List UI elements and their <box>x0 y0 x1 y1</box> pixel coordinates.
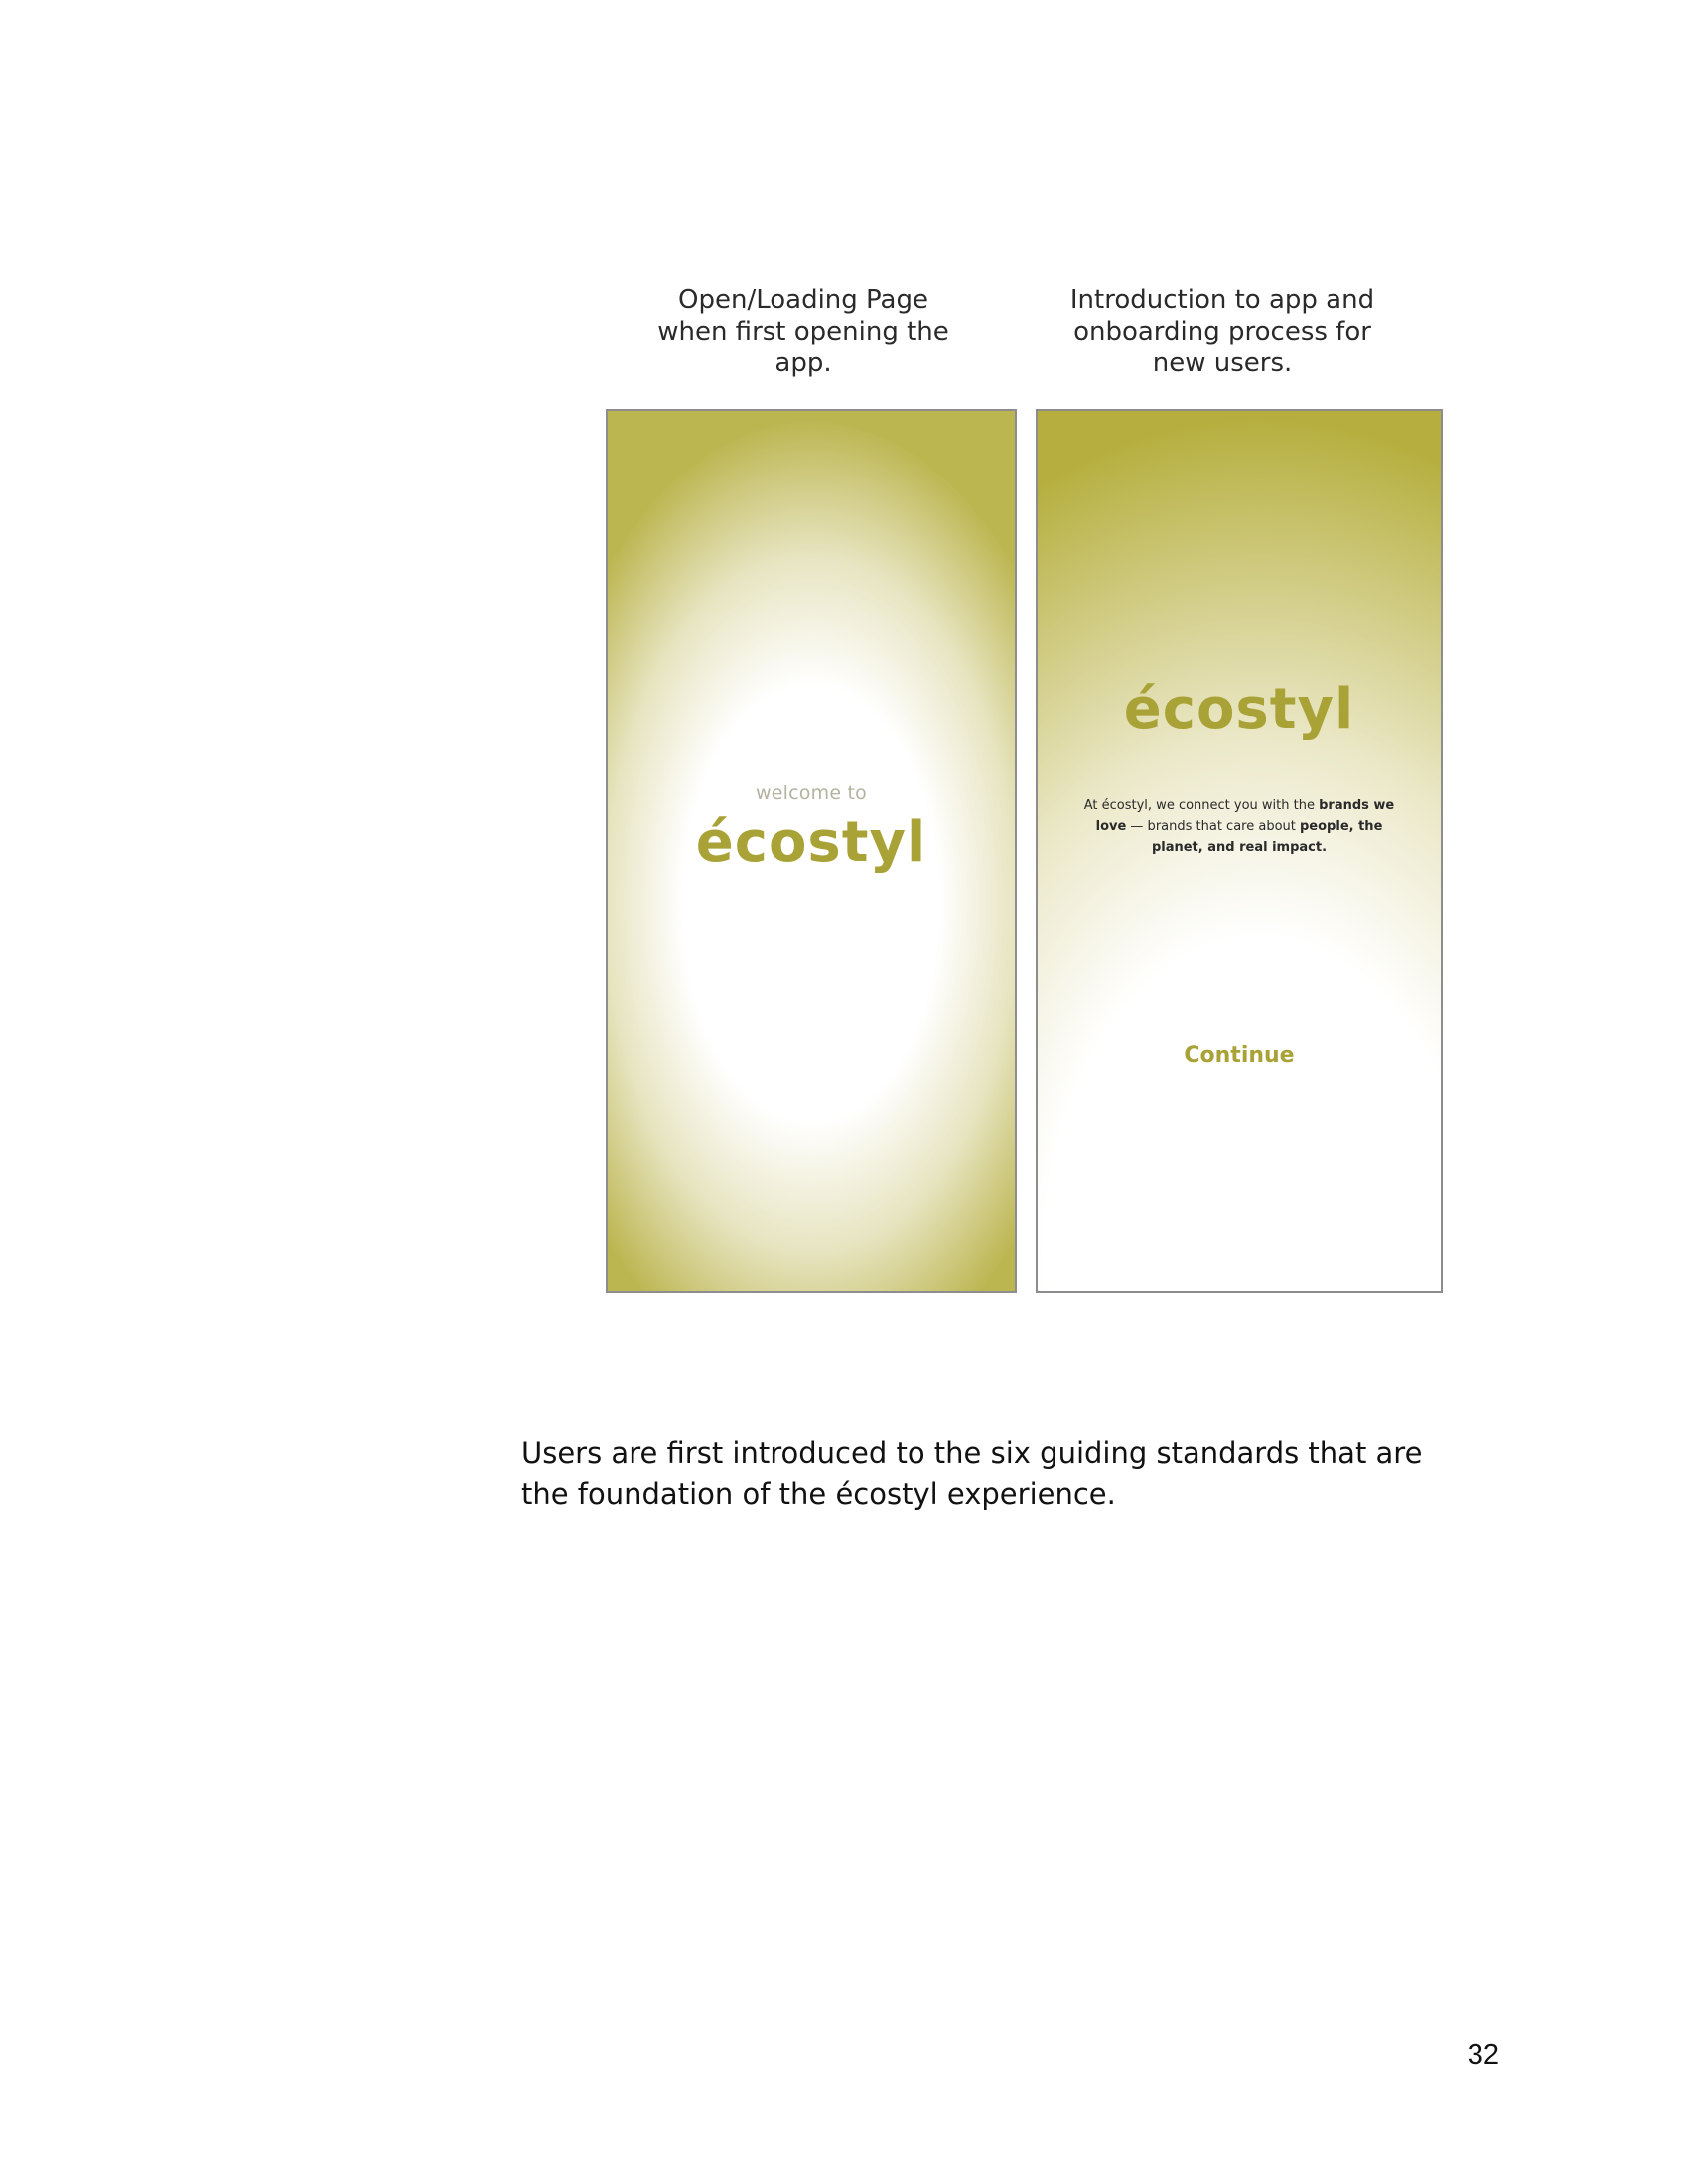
welcome-text: welcome to <box>756 782 867 804</box>
caption-loading-page: Open/Loading Page when first opening the app. <box>657 285 949 378</box>
intro-text-part: At écostyl, we connect you with the <box>1083 798 1320 813</box>
intro-screen-mockup <box>1036 409 1443 1293</box>
intro-text-bold: people, the planet, and real impact. <box>1151 819 1383 855</box>
intro-description <box>1077 795 1401 858</box>
intro-text-bold: brands we love <box>1095 798 1395 834</box>
loading-screen-mockup <box>606 409 1017 1293</box>
body-paragraph: Users are first introduced to the six guiding standards that are the foundation of the écostyl experience. <box>521 1436 1423 1511</box>
brand-logo: écostyl <box>695 810 927 875</box>
caption-intro-page: Introduction to app and onboarding process for new users. <box>1069 285 1375 378</box>
page-number: 32 <box>1467 2039 1499 2071</box>
continue-button[interactable]: Continue <box>1038 1042 1441 1069</box>
brand-logo: écostyl <box>1123 677 1355 742</box>
intro-text-part: — brands that care about <box>1126 819 1300 834</box>
